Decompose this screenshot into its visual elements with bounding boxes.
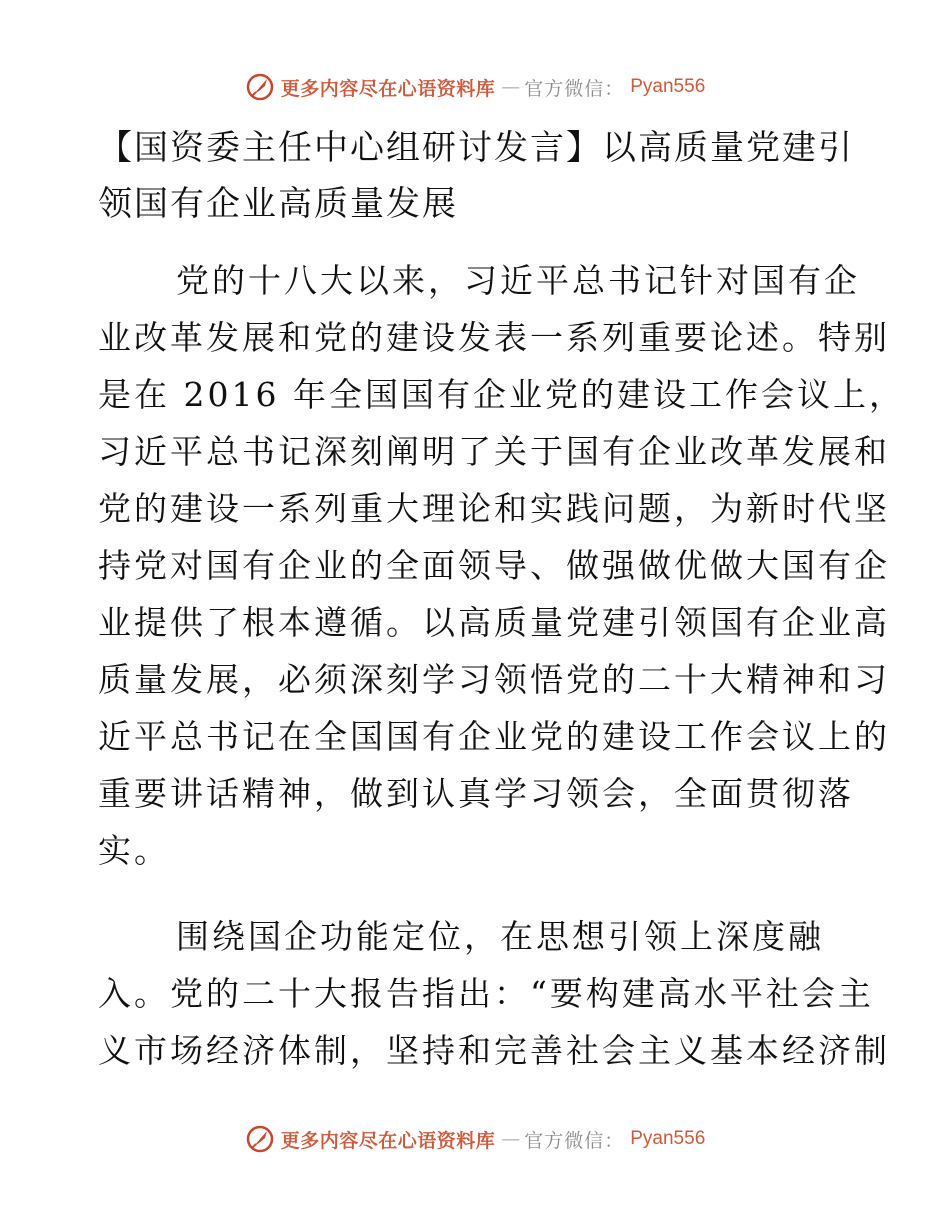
paragraph-line: 围绕国企功能定位，在思想引领上深度融: [176, 917, 824, 956]
paragraph-line: 重要讲话精神，做到认真学习领会，全面贯彻落: [98, 774, 854, 813]
paragraph-line: 是在 2016 年全国国有企业党的建设工作会议上，: [98, 375, 905, 414]
watermark-text: 更多内容尽在心语资料库: [280, 1129, 496, 1152]
paragraph-line: 入。党的二十大报告指出：“要构建高水平社会主: [98, 974, 874, 1013]
quill-logo-icon: [245, 1124, 275, 1154]
paragraph-line: 党的十八大以来，习近平总书记针对国有企: [176, 261, 860, 300]
watermark-channel: 官方微信：: [524, 1129, 625, 1152]
title-line: 领国有企业高质量发展: [98, 184, 458, 224]
watermark-dash: —: [501, 76, 519, 98]
paragraph-2: [98, 908, 890, 1079]
paragraph-line: 持党对国有企业的全面领导、做强做优做大国有企: [98, 546, 890, 585]
paragraph-1: [98, 252, 905, 879]
watermark-text: 更多内容尽在心语资料库: [280, 77, 496, 100]
paragraph-line: 习近平总书记深刻阐明了关于国有企业改革发展和: [98, 432, 890, 471]
watermark-footer: [0, 1124, 950, 1154]
quill-logo-icon: [245, 72, 275, 102]
watermark-header: [0, 72, 950, 102]
document-title: [98, 120, 858, 232]
title-line: 【国资委主任中心组研讨发言】以高质量党建引: [98, 128, 854, 168]
paragraph-line: 义市场经济体制，坚持和完善社会主义基本经济制: [98, 1031, 890, 1070]
watermark-dash: —: [501, 1128, 519, 1150]
paragraph-line: 质量发展，必须深刻学习领悟党的二十大精神和习: [98, 660, 890, 699]
paragraph-line: 近平总书记在全国国有企业党的建设工作会议上的: [98, 717, 890, 756]
paragraph-line: 实。: [98, 831, 170, 870]
paragraph-line: 业改革发展和党的建设发表一系列重要论述。特别: [98, 318, 890, 357]
watermark-channel: 官方微信：: [524, 77, 625, 100]
paragraph-line: 业提供了根本遵循。以高质量党建引领国有企业高: [98, 603, 890, 642]
watermark-id: Pyan556: [630, 76, 706, 97]
paragraph-line: 党的建设一系列重大理论和实践问题，为新时代坚: [98, 489, 890, 528]
watermark-id: Pyan556: [630, 1128, 706, 1149]
